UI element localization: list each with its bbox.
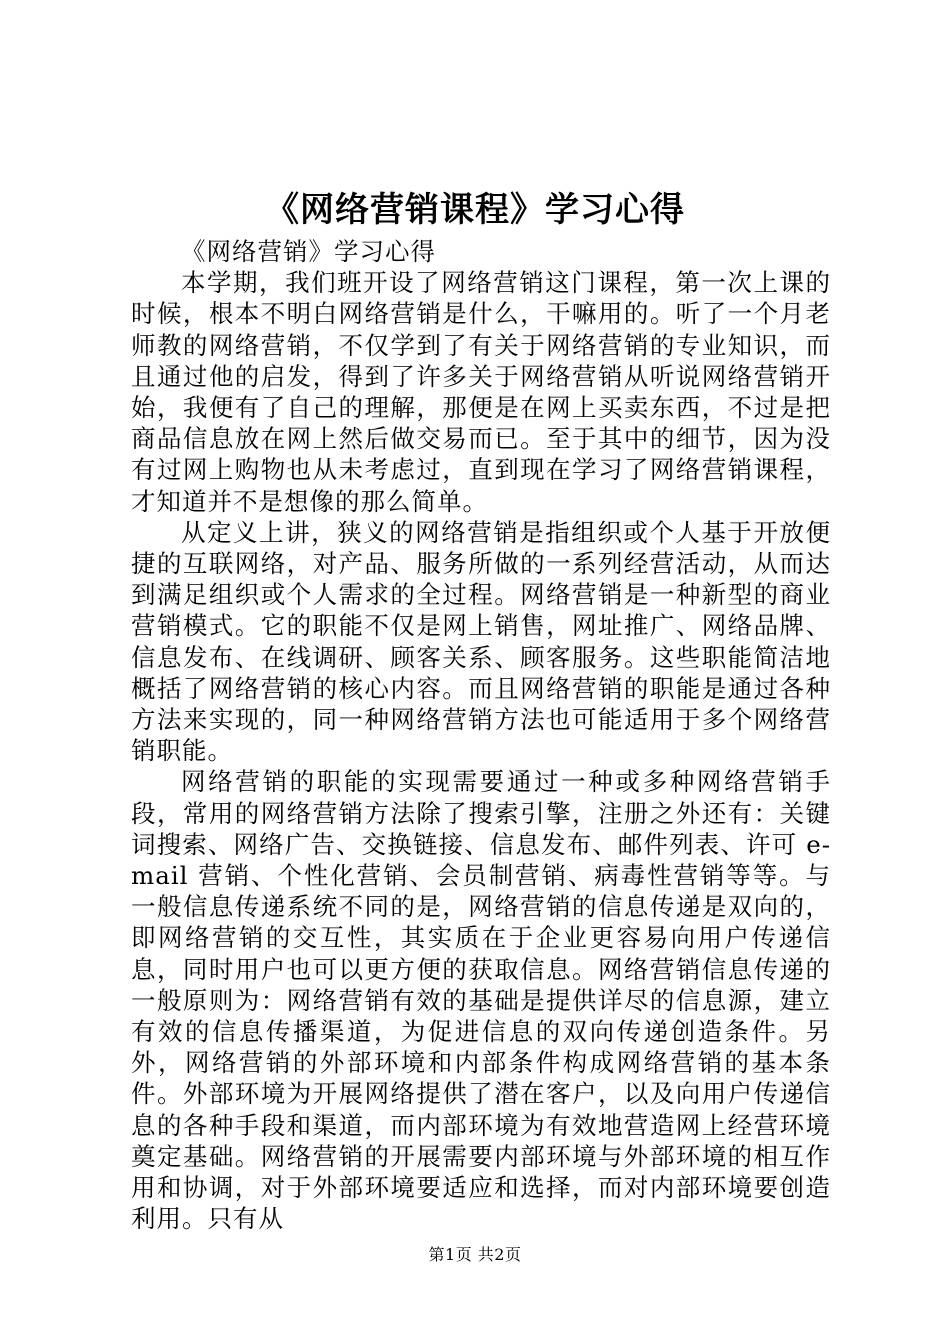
body-paragraph: 从定义上讲，狭义的网络营销是指组织或个人基于开放便捷的互联网络，对产品、服务所做的一系列经营活动，从而达到满足组织或个人需求的全过程。网络营销是一种新型的商业营销模式。它的职能不仅是网上销售，网址推广、网络品牌、信息发布、在线调研、顾客关系、顾客服务。这些职能简洁地概括了网络营销的核心内容。而且网络营销的职能是通过各种方法来实现的，同一种网络营销方法也可能适用于多个网络营销职能。 <box>131 517 831 766</box>
body-paragraph-subtitle: 《网络营销》学习心得 <box>181 237 436 266</box>
document-title: 《网络营销课程》学习心得 <box>265 190 685 230</box>
page-number-footer: 第1页 共2页 <box>428 1245 522 1264</box>
document-body <box>131 236 831 1235</box>
body-paragraph: 网络营销的职能的实现需要通过一种或多种网络营销手段，常用的网络营销方法除了搜索引擎，注册之外还有：关键词搜索、网络广告、交换链接、信息发布、邮件列表、许可 e-mail 营销、个性化营销、会员制营销、病毒性营销等等。与一般信息传递系统不同的是，网络营销的信息传递是双向的，即网络营销的交互性，其实质在于企业更容易向用户传递信息，同时用户也可以更方便的获取信息。网络营销信息传递的一般原则为：网络营销有效的基础是提供详尽的信息源，建立有效的信息传播渠道，为促进信息的双向传递创造条件。另外，网络营销的外部环境和内部条件构成网络营销的基本条件。外部环境为开展网络提供了潜在客户，以及向用户传递信息的各种手段和渠道，而内部环境为有效地营造网上经营环境奠定基础。网络营销的开展需要内部环境与外部环境的相互作用和协调，对于外部环境要适应和选择，而对内部环境要创造利用。只有从 <box>131 767 831 1234</box>
body-paragraph: 本学期，我们班开设了网络营销这门课程，第一次上课的时候，根本不明白网络营销是什么，干嘛用的。听了一个月老师教的网络营销，不仅学到了有关于网络营销的专业知识，而且通过他的启发，得到了许多关于网络营销从听说网络营销开始，我便有了自己的理解，那便是在网上买卖东西，不过是把商品信息放在网上然后做交易而已。至于其中的细节，因为没有过网上购物也从未考虑过，直到现在学习了网络营销课程，才知道并不是想像的那么简单。 <box>131 268 831 516</box>
